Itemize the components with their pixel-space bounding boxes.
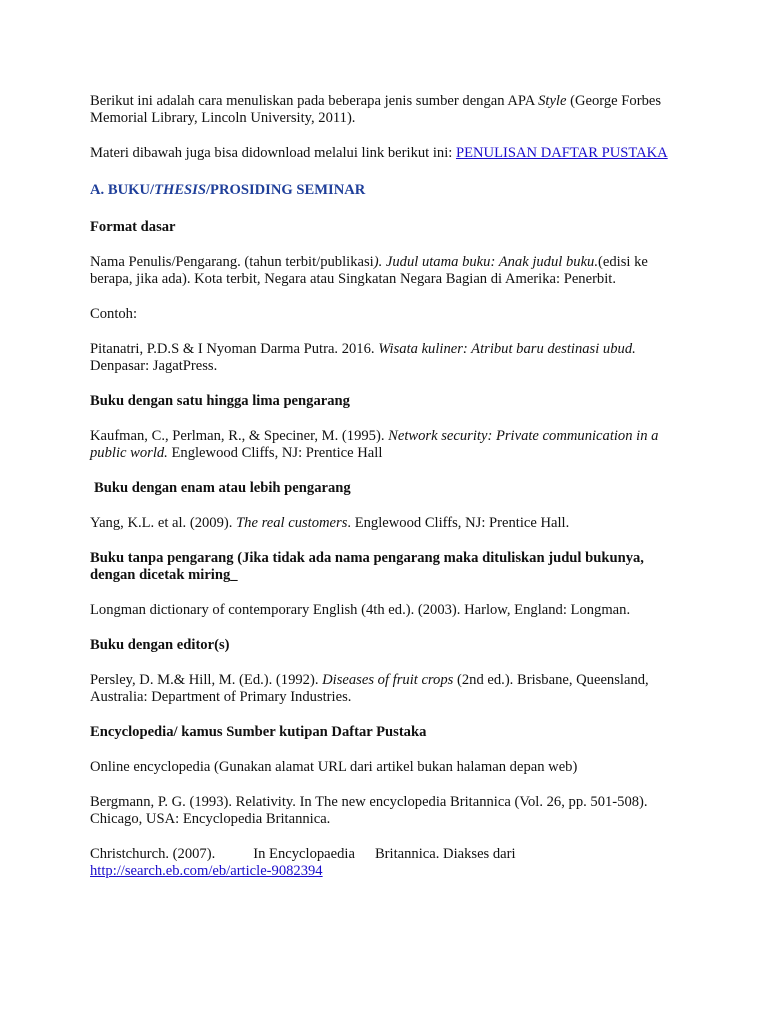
contoh-reference: Pitanatri, P.D.S & I Nyoman Darma Putra. 2016. Wisata kuliner: Atribut baru destinasi ubud. Denpasar: JagatPress. — [90, 341, 636, 374]
enam-lebih-reference: Yang, K.L. et al. (2009). The real customers. Englewood Cliffs, NJ: Prentice Hall. — [90, 515, 570, 531]
bergmann-reference: Bergmann, P. G. (1993). Relativity. In The new encyclopedia Britannica (Vol. 26, pp. 501-508). Chicago, USA: Encyclopedia Britannica. — [90, 794, 648, 827]
download-paragraph: Materi dibawah juga bisa didownload melalui link berikut ini: PENULISAN DAFTAR PUSTAKA — [90, 145, 668, 161]
editor-reference: Persley, D. M.& Hill, M. (Ed.). (1992). Diseases of fruit crops (2nd ed.). Brisbane, Queensland, Australia: Department of Primary Industries. — [90, 672, 649, 705]
format-dasar-heading: Format dasar — [90, 219, 176, 235]
encyclopedia-online-note: Online encyclopedia (Gunakan alamat URL dari artikel bukan halaman depan web) — [90, 759, 578, 775]
encyclopedia-url-link[interactable]: http://search.eb.com/eb/article-9082394 — [90, 863, 323, 879]
style-word: Style — [538, 93, 567, 109]
christchurch-reference: Christchurch. (2007). In Encyclopaedia Britannica. Diakses dari http://search.eb.com/eb/article-9082394 — [90, 846, 516, 879]
document-page — [90, 93, 690, 898]
tanpa-pengarang-reference: Longman dictionary of contemporary English (4th ed.). (2003). Harlow, England: Longman. — [90, 602, 631, 618]
satu-lima-reference: Kaufman, C., Perlman, R., & Speciner, M. (1995). Network security: Private communication in a public world. Englewood Cliffs, NJ: Prentice Hall — [90, 428, 659, 461]
intro-paragraph: Berikut ini adalah cara menuliskan pada beberapa jenis sumber dengan APA Style (George Forbes Memorial Library, Lincoln University, 2011). — [90, 93, 662, 126]
enam-lebih-heading: Buku dengan enam atau lebih pengarang — [94, 480, 351, 496]
section-a-title: A. BUKU/THESIS/PROSIDING SEMINAR — [90, 182, 366, 198]
editor-heading: Buku dengan editor(s) — [90, 637, 230, 653]
format-dasar-text: Nama Penulis/Pengarang. (tahun terbit/publikasi). Judul utama buku: Anak judul buku.(edisi ke berapa, jika ada). Kota terbit, Negara atau Singkatan Negara Bagian di Amerika: Penerbit. — [90, 254, 648, 287]
encyclopedia-heading: Encyclopedia/ kamus Sumber kutipan Daftar Pustaka — [90, 724, 427, 740]
tanpa-pengarang-heading: Buku tanpa pengarang (Jika tidak ada nama pengarang maka dituliskan judul bukunya, dengan dicetak miring_ — [90, 550, 644, 583]
download-link[interactable]: PENULISAN DAFTAR PUSTAKA — [455, 145, 668, 161]
satu-lima-heading: Buku dengan satu hingga lima pengarang — [90, 393, 350, 409]
contoh-label: Contoh: — [90, 306, 138, 322]
